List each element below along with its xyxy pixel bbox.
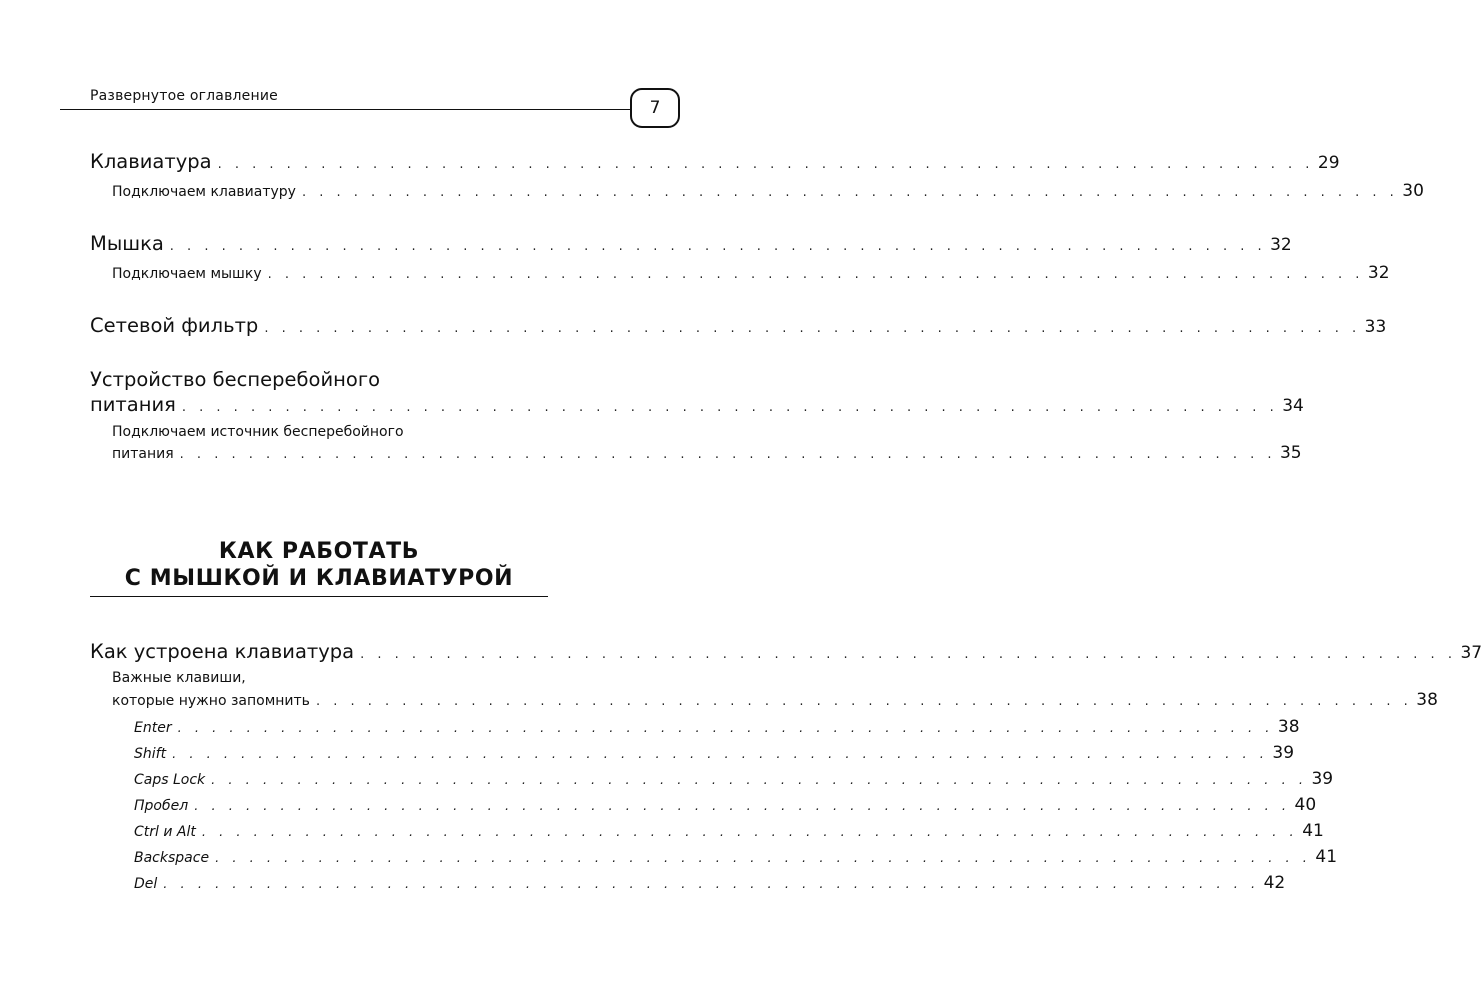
toc-entry-ups[interactable]: [0, 393, 1304, 416]
toc-entry-mouse[interactable]: [0, 232, 1292, 255]
toc-page-number: 39: [1272, 743, 1295, 763]
dot-leader: . . . . . . . . . . . . . . . . . . . . . . . . . . . . . . . . . . . . . . . . . . . . . . . . . . . . . . . . . . . . . . . .: [217, 157, 1314, 172]
toc-entry-title: Клавиатура: [90, 150, 212, 173]
toc-page-number: 33: [1364, 317, 1387, 337]
dot-leader: . . . . . . . . . . . . . . . . . . . . . . . . . . . . . . . . . . . . . . . . . . . . . . . . . . . . . . . . . . . . . . . .: [181, 400, 1279, 415]
toc-entry-important-keys[interactable]: [0, 690, 1438, 710]
toc-entry-title: Подключаем мышку: [112, 266, 262, 282]
toc-page-number: 32: [1367, 263, 1390, 283]
toc-entry-surge-filter[interactable]: [0, 314, 1387, 337]
toc-entry-connect-keyboard[interactable]: [0, 181, 1424, 201]
toc-entry-title: Ctrl и Alt: [134, 824, 196, 840]
toc-page-number: 38: [1416, 690, 1438, 710]
toc-page-number: 40: [1294, 795, 1317, 815]
section-rule: [90, 596, 548, 597]
section-title-line1: КАК РАБОТАТЬ: [218, 539, 420, 564]
dot-leader: . . . . . . . . . . . . . . . . . . . . . . . . . . . . . . . . . . . . . . . . . . . . . . . . . . . . . . . . . . . . . . . .: [163, 877, 1260, 892]
toc-page-number: 37: [1460, 643, 1482, 663]
toc-page-number: 34: [1282, 396, 1304, 416]
dot-leader: . . . . . . . . . . . . . . . . . . . . . . . . . . . . . . . . . . . . . . . . . . . . . . . . . . . . . . . . . . . . . . . .: [315, 694, 1413, 709]
dot-leader: . . . . . . . . . . . . . . . . . . . . . . . . . . . . . . . . . . . . . . . . . . . . . . . . . . . . . . . . . . . . . . . .: [264, 321, 1361, 336]
toc-page-number: 38: [1277, 717, 1300, 737]
toc-entry-title: которые нужно запомнить: [112, 693, 310, 709]
toc-entry-title: Мышка: [90, 232, 164, 255]
toc-page-number: 35: [1279, 443, 1302, 463]
toc-entry-connect-ups-line1[interactable]: Подключаем источник бесперебойного: [112, 424, 404, 440]
toc-entry-keyboard[interactable]: [0, 150, 1340, 173]
dot-leader: . . . . . . . . . . . . . . . . . . . . . . . . . . . . . . . . . . . . . . . . . . . . . . . . . . . . . . . . . . . . . . . .: [179, 447, 1276, 462]
dot-leader: . . . . . . . . . . . . . . . . . . . . . . . . . . . . . . . . . . . . . . . . . . . . . . . . . . . . . . . . . . . . . . . .: [301, 185, 1399, 200]
toc-entry-title: Подключаем клавиатуру: [112, 184, 296, 200]
dot-leader: . . . . . . . . . . . . . . . . . . . . . . . . . . . . . . . . . . . . . . . . . . . . . . . . . . . . . . . . . . . . . . . .: [215, 851, 1312, 866]
toc-entry-title: питания: [112, 446, 174, 462]
toc-entry-backspace[interactable]: [0, 847, 1338, 867]
toc-entry-title: Shift: [134, 746, 167, 762]
toc-page-number: 30: [1402, 181, 1424, 201]
toc-entry-title: Сетевой фильтр: [90, 314, 259, 337]
toc-page-number: 32: [1270, 235, 1292, 255]
toc-entry-keyboard-structure[interactable]: [0, 640, 1482, 663]
toc-entry-ups-line1[interactable]: Устройство бесперебойного: [90, 368, 380, 391]
section-title-line2: С МЫШКОЙ И КЛАВИАТУРОЙ: [124, 566, 514, 591]
running-header-title: Развернутое оглавление: [90, 88, 278, 104]
toc-page-number: 42: [1263, 873, 1286, 893]
toc-page-number: 39: [1311, 769, 1334, 789]
toc-entry-title: Backspace: [134, 850, 210, 866]
dot-leader: . . . . . . . . . . . . . . . . . . . . . . . . . . . . . . . . . . . . . . . . . . . . . . . . . . . . . . . . . . . . . . . .: [172, 747, 1269, 762]
toc-entry-title: питания: [90, 393, 176, 416]
toc-entry-title: Enter: [134, 720, 172, 736]
toc-entry-ctrl-alt[interactable]: [0, 821, 1324, 841]
dot-leader: . . . . . . . . . . . . . . . . . . . . . . . . . . . . . . . . . . . . . . . . . . . . . . . . . . . . . . . . . . . . . . . .: [177, 721, 1274, 736]
dot-leader: . . . . . . . . . . . . . . . . . . . . . . . . . . . . . . . . . . . . . . . . . . . . . . . . . . . . . . . . . . . . . . . .: [267, 267, 1364, 282]
toc-entry-important-keys-line1[interactable]: Важные клавиши,: [112, 670, 246, 686]
toc-entry-title: Пробел: [134, 798, 189, 814]
toc-entry-connect-mouse[interactable]: [0, 263, 1390, 283]
toc-page-number: 29: [1317, 153, 1340, 173]
toc-entry-connect-ups[interactable]: [0, 443, 1302, 463]
dot-leader: . . . . . . . . . . . . . . . . . . . . . . . . . . . . . . . . . . . . . . . . . . . . . . . . . . . . . . . . . . . . . . . .: [211, 773, 1308, 788]
header-rule: [60, 109, 635, 110]
toc-entry-caps-lock[interactable]: [0, 769, 1334, 789]
dot-leader: . . . . . . . . . . . . . . . . . . . . . . . . . . . . . . . . . . . . . . . . . . . . . . . . . . . . . . . . . . . . . . . .: [194, 799, 1291, 814]
toc-page-number: 41: [1302, 821, 1324, 841]
dot-leader: . . . . . . . . . . . . . . . . . . . . . . . . . . . . . . . . . . . . . . . . . . . . . . . . . . . . . . . . . . . . . . . .: [169, 239, 1267, 254]
toc-entry-title: Caps Lock: [134, 772, 206, 788]
dot-leader: . . . . . . . . . . . . . . . . . . . . . . . . . . . . . . . . . . . . . . . . . . . . . . . . . . . . . . . . . . . . . . . .: [201, 825, 1299, 840]
page-number-badge: 7: [630, 88, 680, 128]
toc-entry-space[interactable]: [0, 795, 1317, 815]
toc-entry-title: Как устроена клавиатура: [90, 640, 355, 663]
toc-entry-enter[interactable]: [0, 717, 1300, 737]
dot-leader: . . . . . . . . . . . . . . . . . . . . . . . . . . . . . . . . . . . . . . . . . . . . . . . . . . . . . . . . . . . . . . . .: [360, 647, 1457, 662]
toc-entry-shift[interactable]: [0, 743, 1295, 763]
toc-entry-title: Del: [134, 876, 158, 892]
toc-page-number: 41: [1315, 847, 1338, 867]
toc-entry-del[interactable]: [0, 873, 1286, 893]
